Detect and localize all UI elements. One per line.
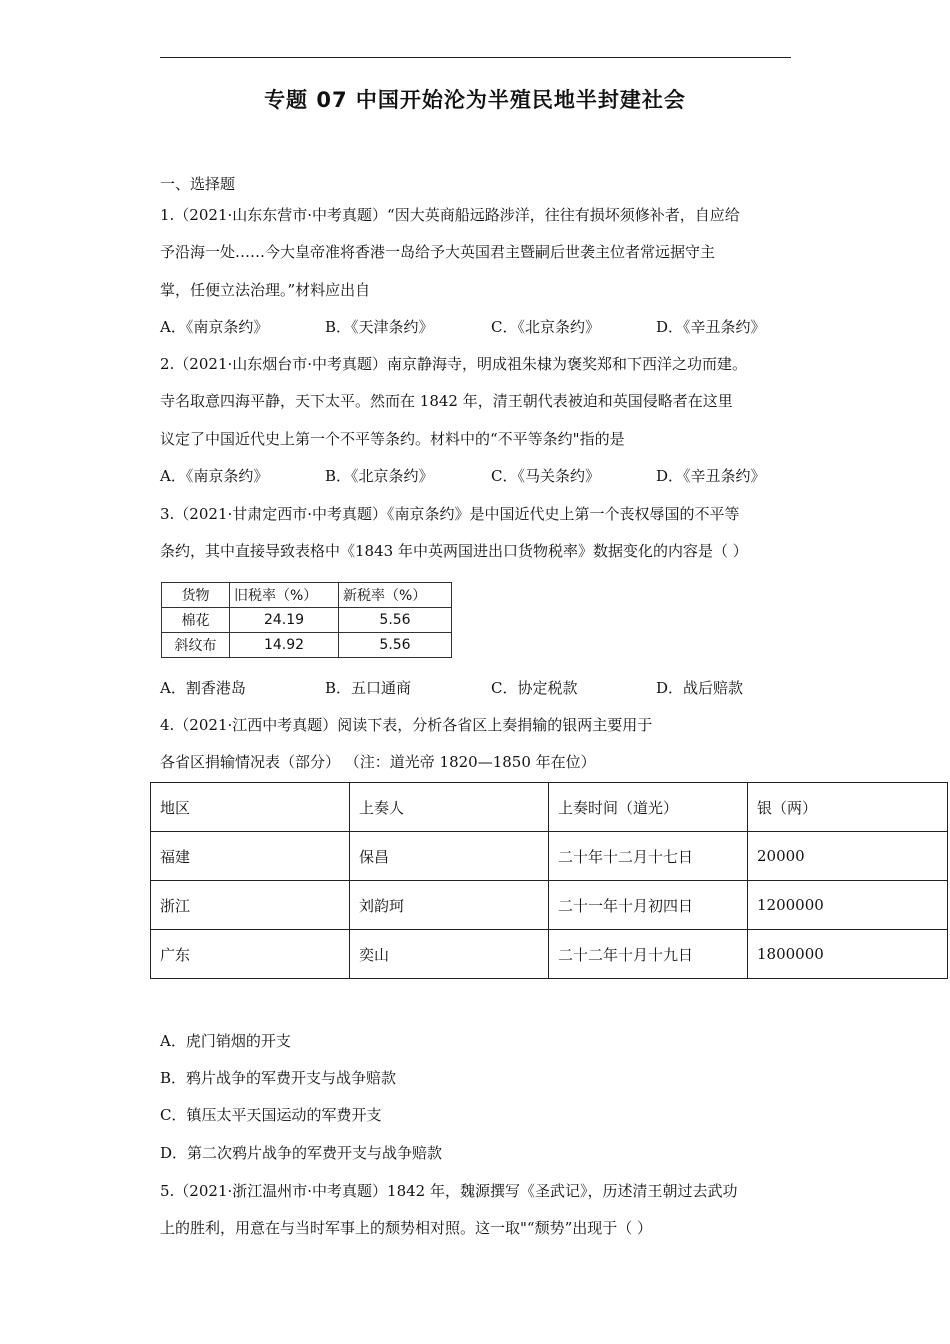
header-rule bbox=[160, 57, 791, 58]
q4-option-d: D．第二次鸦片战争的军费开支与战争赔款 bbox=[160, 1144, 443, 1162]
table-header-cell: 银（两） bbox=[748, 783, 948, 832]
table-header-cell: 上奏人 bbox=[350, 783, 549, 832]
table-cell: 保昌 bbox=[350, 832, 549, 881]
table-header-cell: 上奏时间（道光） bbox=[549, 783, 748, 832]
table-row bbox=[151, 832, 948, 881]
table-cell: 二十二年十月十九日 bbox=[549, 930, 748, 979]
q1-option-b: B．《天津条约》 bbox=[325, 318, 434, 336]
section-heading: 一、选择题 bbox=[160, 175, 236, 193]
q2-line-2: 寺名取意四海平静，天下太平。然而在 1842 年，清王朝代表被迫和英国侵略者在这里 bbox=[160, 392, 733, 410]
table-row bbox=[151, 881, 948, 930]
donation-table bbox=[150, 782, 948, 979]
table-cell: 24.19 bbox=[230, 608, 339, 633]
table-cell: 斜纹布 bbox=[162, 633, 230, 658]
table-header-row bbox=[162, 583, 452, 608]
q2-line-1: 2.（2021·山东烟台市·中考真题）南京静海寺，明成祖朱棣为褒奖郑和下西洋之功而建。 bbox=[160, 355, 748, 373]
q1-line-3: 掌，任便立法治理。”材料应出自 bbox=[160, 281, 371, 299]
q4-option-c: C．镇压太平天国运动的军费开支 bbox=[160, 1106, 382, 1124]
q1-option-d: D．《辛丑条约》 bbox=[656, 318, 766, 336]
q2-option-b: B．《北京条约》 bbox=[325, 467, 434, 485]
table-cell: 14.92 bbox=[230, 633, 339, 658]
q3-line-2: 条约，其中直接导致表格中《1843 年中英两国进出口货物税率》数据变化的内容是（ ） bbox=[160, 542, 748, 560]
q1-option-c: C．《北京条约》 bbox=[491, 318, 600, 336]
q5-line-2: 上的胜利，用意在与当时军事上的颓势相对照。这一取"“颓势”出现于（ ） bbox=[160, 1219, 653, 1237]
q4-option-b: B．鸦片战争的军费开支与战争赔款 bbox=[160, 1069, 397, 1087]
table-cell: 1200000 bbox=[748, 881, 948, 930]
q2-option-c: C．《马关条约》 bbox=[491, 467, 600, 485]
table-cell: 浙江 bbox=[151, 881, 350, 930]
q3-option-c: C．协定税款 bbox=[491, 679, 578, 697]
table-header-cell: 旧税率（%） bbox=[230, 583, 339, 608]
table-cell: 20000 bbox=[748, 832, 948, 881]
q3-line-1: 3.（2021·甘肃定西市·中考真题）《南京条约》是中国近代史上第一个丧权辱国的不平等 bbox=[160, 505, 740, 523]
table-cell: 二十年十二月十七日 bbox=[549, 832, 748, 881]
table-header-cell: 地区 bbox=[151, 783, 350, 832]
q1-line-1: 1.（2021·山东东营市·中考真题）“因大英商船远路涉洋，往往有损坏须修补者，自应给 bbox=[160, 206, 740, 224]
table-cell: 5.56 bbox=[339, 633, 452, 658]
table-header-row bbox=[151, 783, 948, 832]
q1-option-a: A．《南京条约》 bbox=[160, 318, 269, 336]
q4-line-1: 4.（2021·江西中考真题）阅读下表，分析各省区上奏捐输的银两主要用于 bbox=[160, 716, 653, 734]
q2-option-d: D．《辛丑条约》 bbox=[656, 467, 766, 485]
table-cell: 二十一年十月初四日 bbox=[549, 881, 748, 930]
table-row bbox=[151, 930, 948, 979]
table-row bbox=[162, 633, 452, 658]
q5-line-1: 5.（2021·浙江温州市·中考真题）1842 年，魏源撰写《圣武记》，历述清王朝过去武功 bbox=[160, 1182, 738, 1200]
q3-option-b: B．五口通商 bbox=[325, 679, 412, 697]
table-cell: 刘韵珂 bbox=[350, 881, 549, 930]
q2-option-a: A．《南京条约》 bbox=[160, 467, 269, 485]
q4-table-caption: 各省区捐输情况表（部分） （注：道光帝 1820—1850 年在位） bbox=[160, 753, 596, 771]
q2-line-3: 议定了中国近代史上第一个不平等条约。材料中的“不平等条约"指的是 bbox=[160, 430, 625, 448]
table-cell: 福建 bbox=[151, 832, 350, 881]
tax-rate-table bbox=[161, 582, 452, 658]
table-cell: 棉花 bbox=[162, 608, 230, 633]
table-cell: 1800000 bbox=[748, 930, 948, 979]
table-cell: 奕山 bbox=[350, 930, 549, 979]
table-cell: 5.56 bbox=[339, 608, 452, 633]
page-title: 专题 07 中国开始沦为半殖民地半封建社会 bbox=[264, 88, 686, 112]
q1-line-2: 予沿海一处……今大皇帝准将香港一岛给予大英国君主暨嗣后世袭主位者常远据守主 bbox=[160, 243, 716, 261]
table-row bbox=[162, 608, 452, 633]
q3-option-a: A．割香港岛 bbox=[160, 679, 246, 697]
table-header-cell: 新税率（%） bbox=[339, 583, 452, 608]
q4-option-a: A．虎门销烟的开支 bbox=[160, 1032, 291, 1050]
q3-option-d: D．战后赔款 bbox=[656, 679, 744, 697]
table-cell: 广东 bbox=[151, 930, 350, 979]
table-header-cell: 货物 bbox=[162, 583, 230, 608]
